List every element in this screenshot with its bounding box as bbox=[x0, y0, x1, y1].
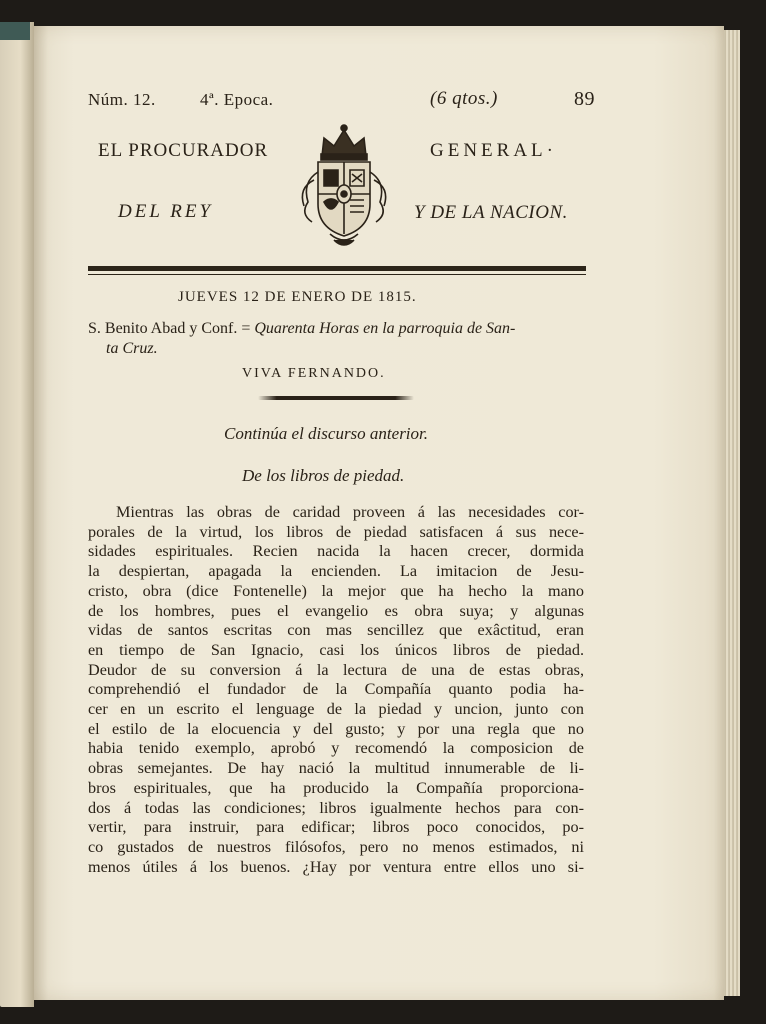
body-line: vidas de santos escritas con mas sencillez que exâctitud, eran bbox=[88, 621, 584, 640]
masthead-right-bottom: Y DE LA NACION. bbox=[414, 202, 568, 223]
saints-line-1 bbox=[88, 320, 515, 338]
body-line: vertir, para instruir, para edificar; libros poco conocidos, po- bbox=[88, 818, 584, 837]
saint-of-day: S. Benito Abad y Conf. = bbox=[88, 320, 255, 337]
body-line: comprehendió el fundador de la Compañía quanto podia ha- bbox=[88, 680, 584, 699]
body-line: menos útiles á los buenos. ¿Hay por ventura entre ellos uno si- bbox=[88, 857, 584, 876]
issue-number: Núm. 12. bbox=[88, 90, 156, 109]
body-line: la despiertan, apagada la encienden. La imitacion de Jesu- bbox=[88, 562, 584, 581]
saints-line-2: ta Cruz. bbox=[106, 340, 158, 357]
body-line: el estilo de la elocuencia y del gusto; y por una regla que no bbox=[88, 719, 584, 738]
body-line: porales de la virtud, los libros de piedad satisfacen á sus nece- bbox=[88, 522, 584, 541]
body-line: Deudor de su conversion á la lectura de una de estas obras, bbox=[88, 660, 584, 679]
masthead-rule-thick bbox=[88, 266, 586, 271]
masthead-left-top: EL PROCURADOR bbox=[98, 140, 269, 161]
body-line: bros espirituales, que ha producido la Compañía proporciona- bbox=[88, 778, 584, 797]
continues-note: Continúa el discurso anterior. bbox=[224, 424, 429, 443]
binding-tab bbox=[0, 22, 30, 40]
motto: VIVA FERNANDO. bbox=[242, 366, 386, 381]
body-line: sidades espirituales. Recien nacida la hacen crecer, dormida bbox=[88, 542, 584, 561]
body-line: de los hombres, pues el evangelio es obra suya; y algunas bbox=[88, 601, 584, 620]
body-line: dos á todas las condiciones; libros igualmente hechos para con- bbox=[88, 798, 584, 817]
body-line: Mientras las obras de caridad proveen á las necesidades cor- bbox=[116, 503, 584, 521]
body-line: cer en un escrito el lenguage de la piedad y uncion, junto con bbox=[88, 700, 584, 718]
section-title: De los libros de piedad. bbox=[242, 466, 405, 485]
ornamental-rule bbox=[258, 396, 414, 400]
issue-epoch: 4ª. Epoca. bbox=[200, 90, 274, 109]
body-line: habia tenido exemplo, aprobó y recomendó la composicion de bbox=[88, 739, 584, 758]
body-line: co gustados de nuestros filósofos, pero no menos estimados, ni bbox=[88, 837, 584, 856]
body-line: cristo, obra (dice Fontenelle) la mejor que ha hecho la mano bbox=[88, 581, 584, 600]
body-line: obras semejantes. De hay nació la multitud innumerable de li- bbox=[88, 759, 584, 778]
masthead-left-bottom: DEL REY bbox=[118, 201, 214, 222]
masthead-right-top: GENERAL· bbox=[430, 140, 557, 161]
issue-price: (6 qtos.) bbox=[430, 88, 498, 109]
body-line: en tiempo de San Ignacio, casi los únicos libros de piedad. bbox=[88, 640, 584, 659]
facing-page-edge bbox=[0, 22, 34, 1007]
forty-hours-notice: Quarenta Horas en la parroquia de San- bbox=[254, 320, 516, 337]
royal-crest-icon bbox=[294, 122, 394, 252]
masthead-rule-thin bbox=[88, 274, 586, 275]
date-line: JUEVES 12 DE ENERO DE 1815. bbox=[178, 289, 417, 305]
page-number: 89 bbox=[574, 88, 595, 110]
